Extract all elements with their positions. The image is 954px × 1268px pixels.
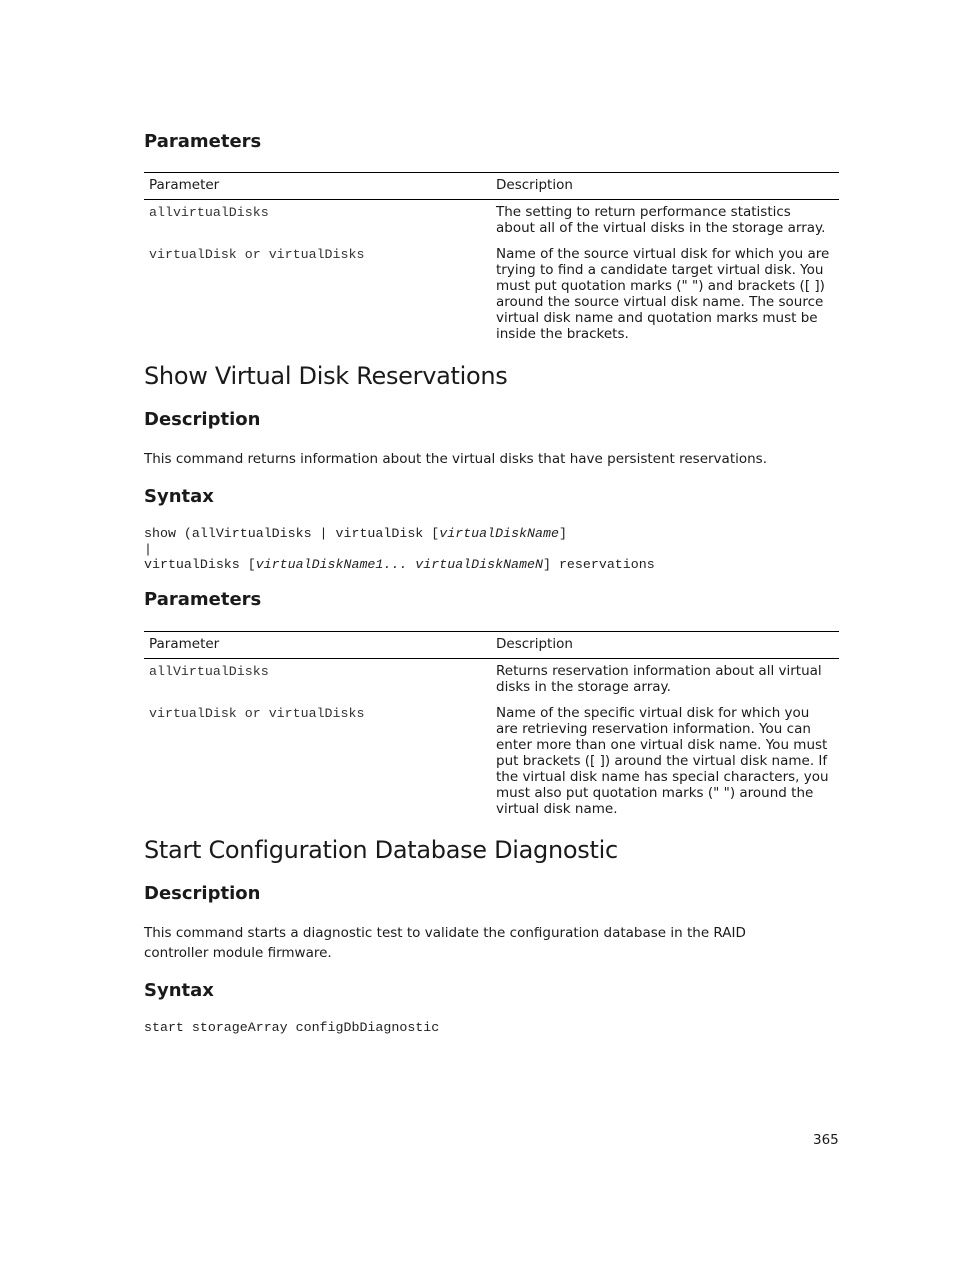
command-title-show-virtual-disk-reservations: Show Virtual Disk Reservations — [144, 362, 508, 390]
column-header-parameter: Parameter — [149, 177, 220, 193]
column-header-description: Description — [496, 177, 573, 193]
table-row — [144, 701, 839, 817]
column-header-parameter: Parameter — [149, 636, 220, 652]
parameter-description: Name of the specific virtual disk for which you are retrieving reservation information. You can enter more than one virtual disk name. You must put brackets ([ ]) around the virtual disk name. If the virtual disk name has special characters, you must also put quotation marks (" ") around the virtual disk name. — [496, 705, 829, 817]
command-title-start-configuration-database-diagnostic: Start Configuration Database Diagnostic — [144, 836, 618, 864]
syntax-heading-2: Syntax — [144, 486, 214, 507]
parameter-description: The setting to return performance statistics about all of the virtual disks in the storage array. — [496, 204, 826, 236]
table-row — [144, 200, 839, 242]
description-text-2: This command returns information about the virtual disks that have persistent reservations. — [144, 451, 767, 467]
parameter-name: allVirtualDisks — [149, 664, 269, 679]
syntax-line-3b: virtualDiskName1... virtualDiskNameN — [255, 557, 543, 572]
parameter-name: virtualDisk or virtualDisks — [149, 706, 365, 721]
parameters-heading-1: Parameters — [144, 131, 262, 152]
syntax-line-2: | — [144, 541, 152, 557]
table-row — [144, 242, 839, 342]
description-text-3: This command starts a diagnostic test to validate the configuration database in the RAID controller module firmware. — [144, 925, 746, 961]
parameters-table-2 — [144, 631, 839, 817]
parameter-name: allvirtualDisks — [149, 205, 269, 220]
syntax-line-1b: virtualDiskName — [439, 526, 559, 541]
syntax-line-1c: ] — [558, 526, 567, 541]
parameter-description: Returns reservation information about all virtual disks in the storage array. — [496, 663, 822, 695]
parameters-heading-2: Parameters — [144, 589, 262, 610]
syntax-heading-3: Syntax — [144, 980, 214, 1001]
syntax-line-1a: show (allVirtualDisks | virtualDisk [ — [144, 526, 440, 541]
parameter-description: Name of the source virtual disk for which you are trying to find a candidate target virtual disk. You must put quotation marks (" ") and brackets ([ ]) around the source virtual disk name. The source virtual disk name and quotation marks must be inside the brackets. — [496, 246, 830, 342]
page-number: 365 — [813, 1132, 839, 1148]
syntax-code-2 — [144, 526, 655, 573]
table-header — [144, 631, 839, 659]
syntax-line-3c: ] reservations — [542, 557, 655, 572]
description-heading-2: Description — [144, 409, 261, 430]
parameter-name: virtualDisk or virtualDisks — [149, 247, 365, 262]
syntax-code-3: start storageArray configDbDiagnostic — [144, 1020, 440, 1035]
table-header — [144, 172, 839, 200]
parameters-table-1 — [144, 172, 839, 342]
table-row — [144, 659, 839, 701]
description-heading-3: Description — [144, 883, 261, 904]
syntax-line-3a: virtualDisks [ — [144, 557, 256, 572]
column-header-description: Description — [496, 636, 573, 652]
